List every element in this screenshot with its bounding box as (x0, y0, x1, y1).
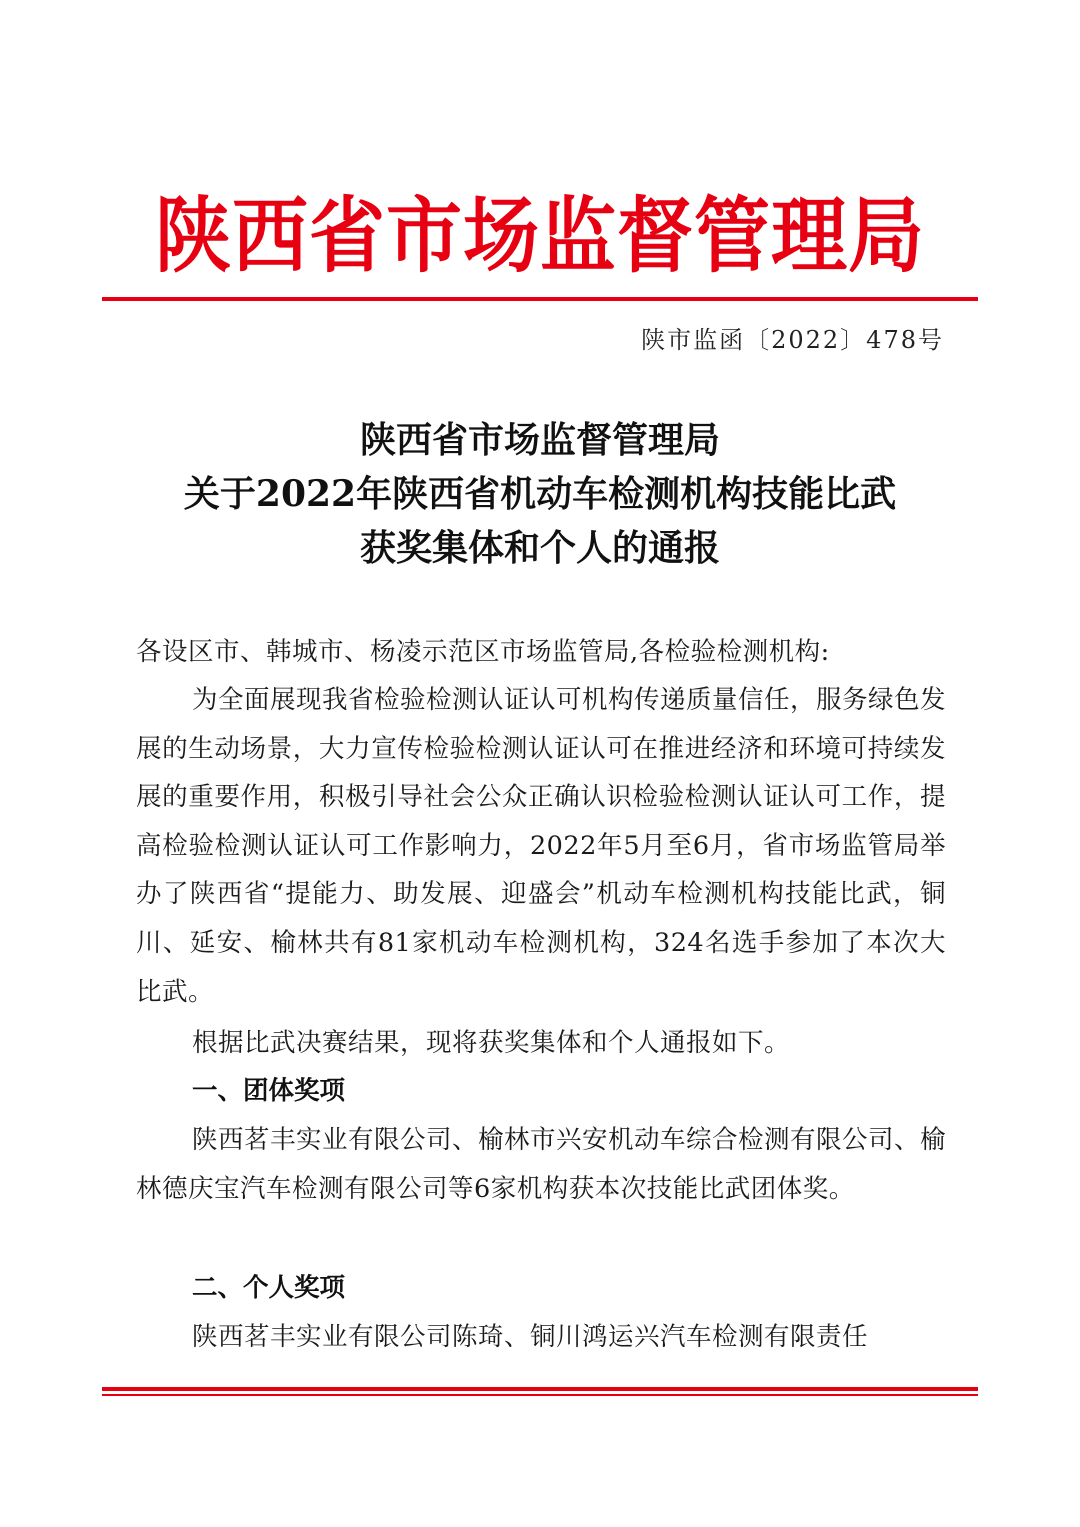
body-paragraph-2: 根据比武决赛结果，现将获奖集体和个人通报如下。 (192, 1028, 791, 1058)
document-number: 陕市监函〔2022〕478号 (641, 326, 944, 354)
section-2-heading: 二、个人奖项 (192, 1273, 346, 1303)
section-1-text: 陕西茗丰实业有限公司、榆林市兴安机动车综合检测有限公司、榆林德庆宝汽车检测有限公司等6家机构获本次技能比武团体奖。 (136, 1125, 947, 1204)
footer-divider-thin (102, 1394, 978, 1396)
footer-divider-thick (102, 1387, 978, 1391)
header-divider (102, 297, 978, 301)
agency-masthead: 陕西省市场监督管理局 (155, 187, 925, 284)
salutation: 各设区市、韩城市、杨凌示范区市场监管局,各检验检测机构: (136, 637, 830, 667)
section-1-heading: 一、团体奖项 (192, 1076, 346, 1106)
title-line-2: 关于2022年陕西省机动车检测机构技能比武 (183, 473, 897, 515)
title-line-1: 陕西省市场监督管理局 (359, 419, 720, 461)
title-line-3: 获奖集体和个人的通报 (359, 527, 720, 569)
section-2-text: 陕西茗丰实业有限公司陈琦、铜川鸿运兴汽车检测有限责任 (192, 1322, 869, 1352)
body-paragraph-1: 为全面展现我省检验检测认证认可机构传递质量信任，服务绿色发展的生动场景，大力宣传检验检测认证认可在推进经济和环境可持续发展的重要作用，积极引导社会公众正确认识检验检测认证认可工作，提高检验检测认证认可工作影响力，2022年5月至6月，省市场监管局举办了陕西省“提能力、助发展、迎盛会”机动车检测机构技能比武，铜川、延安、榆林共有81家机动车检测机构，324名选手参加了本次大比武。 (136, 685, 947, 1007)
